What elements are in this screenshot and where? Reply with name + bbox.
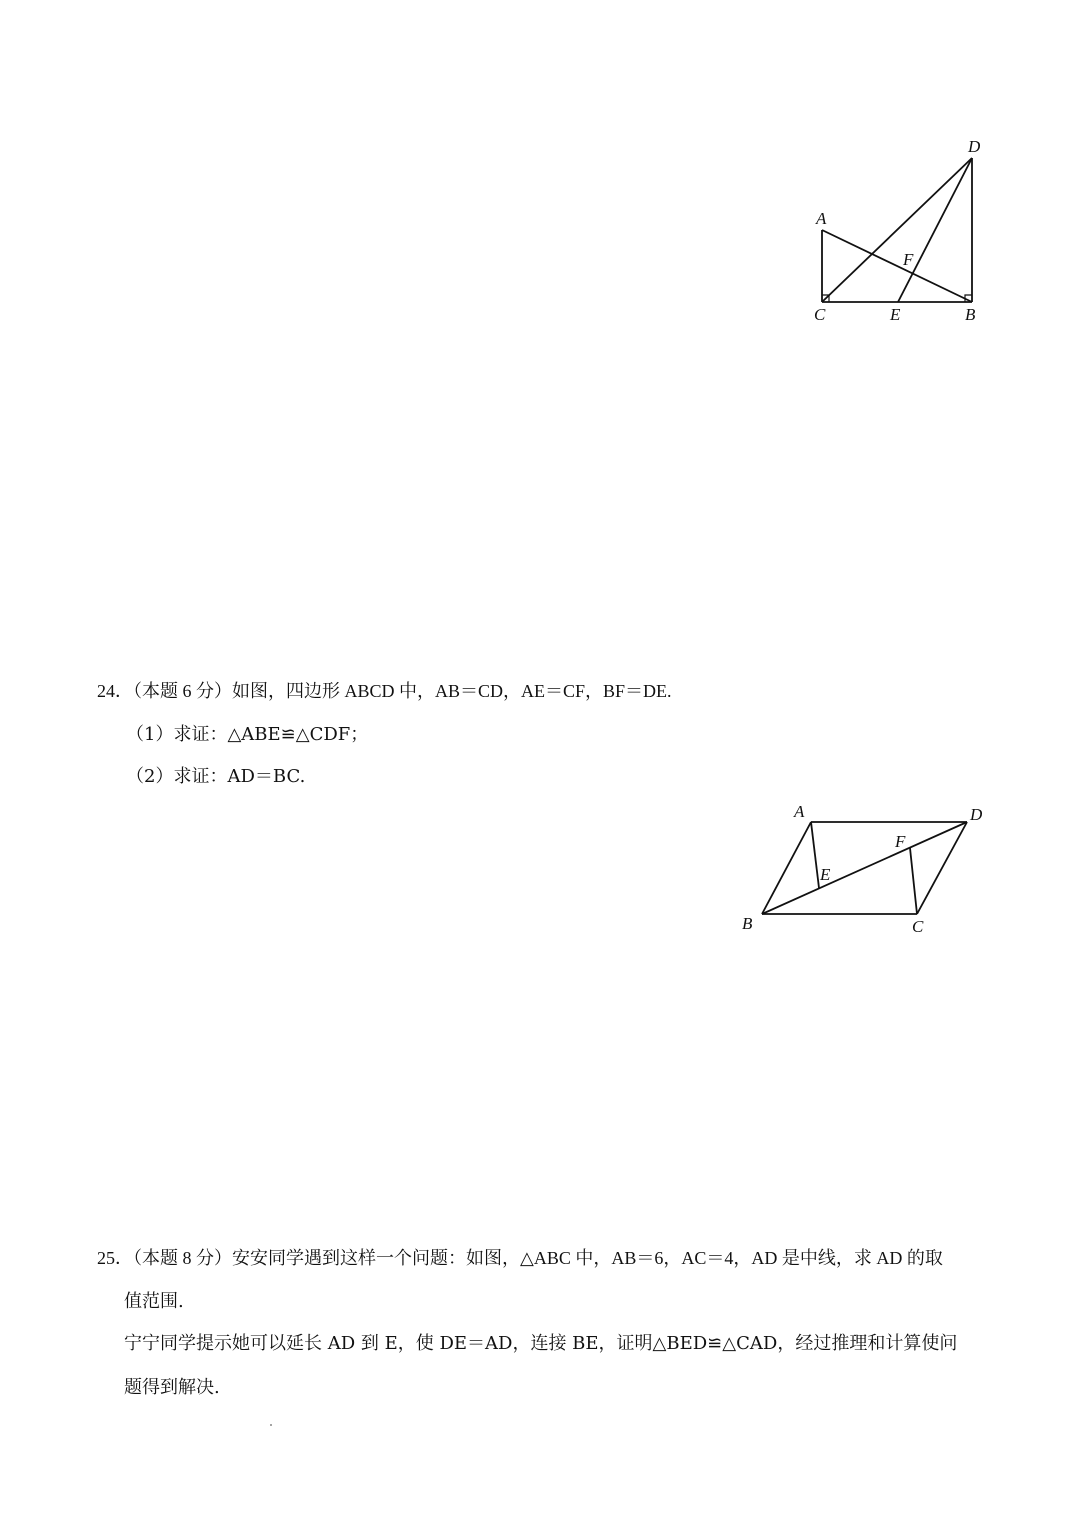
- label-B: B: [965, 305, 976, 324]
- segment-AB: [822, 230, 972, 302]
- segment-BD: [762, 822, 967, 914]
- segment-CD: [917, 822, 967, 914]
- segment-AB: [762, 822, 811, 914]
- question-24-part-2: （2）求证：AD＝BC.: [126, 766, 306, 787]
- figure-1-svg: [800, 130, 1000, 330]
- question-24-part-1: （1）求证：△ABE≌△CDF；: [126, 724, 369, 745]
- segment-CF: [910, 848, 917, 914]
- question-24-number: 24．: [97, 681, 133, 701]
- label-A: A: [816, 209, 827, 228]
- question-24-stem: [97, 682, 672, 701]
- label-D: D: [968, 137, 981, 156]
- label-F: F: [903, 250, 914, 269]
- question-24-text: （本题 6 分）如图，四边形 ABCD 中，AB＝CD，AE＝CF，BF＝DE.: [133, 681, 672, 701]
- segment-DE: [898, 158, 972, 302]
- question-25-text: （本题 8 分）安安同学遇到这样一个问题：如图，△ABC 中，AB＝6，AC＝4，AD 是中线，求 AD 的取: [133, 1248, 943, 1268]
- label-E: E: [890, 305, 901, 324]
- question-25-number: 25．: [97, 1248, 133, 1268]
- figure-2-quadrilateral: [735, 795, 1005, 945]
- question-25-line-4: 题得到解决.: [124, 1377, 220, 1398]
- label-C: C: [814, 305, 826, 324]
- figure-2-svg: [735, 795, 1005, 945]
- label-A: A: [794, 802, 805, 821]
- label-F: F: [895, 832, 906, 851]
- label-D: D: [970, 805, 983, 824]
- segment-AE: [811, 822, 819, 888]
- question-25-line-1: [97, 1249, 943, 1268]
- segment-CD: [822, 158, 972, 302]
- figure-1-triangles: [800, 130, 1000, 330]
- scan-speck: [270, 1424, 272, 1426]
- label-C: C: [912, 917, 924, 936]
- label-E: E: [820, 865, 831, 884]
- question-25-line-3: 宁宁同学提示她可以延长 AD 到 E，使 DE＝AD，连接 BE，证明△BED≌△CAD，经过推理和计算使问: [124, 1333, 958, 1354]
- label-B: B: [742, 914, 753, 933]
- question-25-line-2: 值范围.: [124, 1291, 184, 1312]
